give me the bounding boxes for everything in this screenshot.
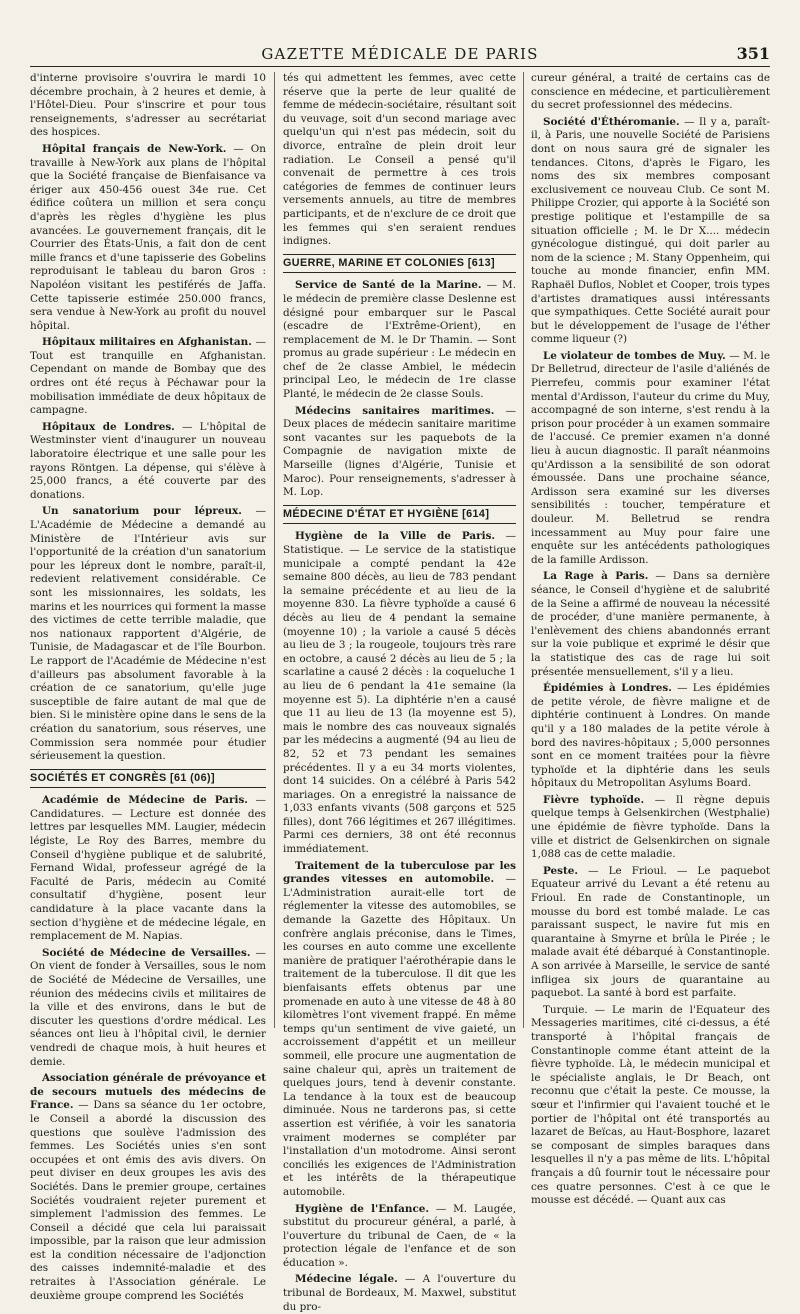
article-text: — Le Frioul. — Le paquebot Equateur arrivé du Levant a été retenu au Frioul. En rade de Constantinople, un mousse du bord est tombé malade. Le cas paraissant suspect, le navire fut mis en quarantaine à Smyrne et brûla le Pirée ; le malade avait été débarqué à Constantinople. A son arrivée à Marseille, le service de santé infligea six jours de quarantaine au paquebot. La santé à bord est parfaite. bbox=[531, 864, 771, 1000]
article-headline: Le violateur de tombes de Muy. bbox=[543, 349, 726, 362]
article-text: cureur général, a traité de certains cas de conscience en médecine, et particulièrement du secret professionnel des médecins. bbox=[531, 72, 770, 112]
running-header bbox=[30, 40, 770, 67]
article-headline: Fièvre typhoïde. bbox=[543, 793, 645, 806]
article-text: — On travaille à New-York aux plans de l'hôpital que la Société française de Bienfaisance va ériger aux 450-456 ouest 34e rue. Cet édifice coûtera un million et sera conçu d'après les règles d'hygiène les plus avancées. Le gouvernement français, dit le Courrier des États-Unis, a fait don de cent mille francs et d'une tapisserie des Gobelins reproduisant le tableau du baron Gros : Napoléon visitant les pestiférés de Jaffa. Cette tapisserie estimée 250.000 francs, sera vendue à New-York au profit du nouvel hôpital. bbox=[30, 142, 266, 332]
article-paragraph bbox=[30, 143, 266, 333]
article-text: Turquie. — Le marin de l'Equateur des Messageries maritimes, cité ci-dessus, a été transporté à l'hôpital français de Constantinople comme étant atteint de la fièvre typhoïde. Là, le médecin municipal et le spécialiste anglais, le Dr Beach, ont reconnu que c'était la peste. Ce mousse, la sœur et l'infirmier qui l'avaient touché et le portier de l'hôpital ont été transportés au lazaret de Beïcas, au Haut-Bosphore, lazaret se composant de simples baraques dans lesquelles il n'y a pas même de lits. L'hôpital français a dû fournir tout le nécessaire pour ces quatre personnes. C'est à ce que le mousse est décédé. — Quant aux cas bbox=[531, 1003, 770, 1207]
article-headline: Traitement de la tuberculose par les grandes vitesses en automobile. bbox=[283, 859, 516, 886]
article-paragraph bbox=[531, 116, 770, 347]
article-text: — Tout est tranquille en Afghanistan. Cependant on mande de Bombay que des ordres ont été reçus à Péchawar pour la mobilisation immédiate de deux hôpitaux de campagne. bbox=[30, 336, 266, 417]
article-paragraph bbox=[531, 350, 770, 568]
article-text: — Deux places de médecin sanitaire maritime sont vacantes sur les paquebots de la Compagnie de navigation mixte de Marseille (lignes d'Algérie, Tunisie et Maroc). Pour renseignements, s'adresser à M. Lop. bbox=[283, 404, 516, 499]
article-paragraph bbox=[30, 421, 266, 503]
column-middle bbox=[283, 72, 516, 1313]
article-headline: Service de Santé de la Marine. bbox=[295, 279, 482, 292]
article-text: — A l'ouverture du tribunal de Bordeaux, M. Maxwel, substitut du pro- bbox=[283, 1273, 516, 1313]
article-headline: Un sanatorium pour lépreux. bbox=[42, 505, 242, 518]
section-heading: GUERRE, MARINE ET COLONIES [613] bbox=[283, 254, 516, 274]
article-paragraph bbox=[30, 1072, 266, 1303]
article-paragraph bbox=[283, 530, 516, 856]
article-paragraph bbox=[30, 947, 266, 1069]
article-text: — On vient de fonder à Versailles, sous le nom de Société de Médecine de Versailles, une réunion des médecins civils et militaires de la ville et des environs, dans le but de discuter les questions d'ordre médical. Les séances ont lieu à l'hôpital civil, le dernier vendredi de chaque mois, à huit heures et demie. bbox=[30, 946, 266, 1068]
article-headline: Hôpitaux de Londres. bbox=[42, 420, 175, 433]
article-headline: Association générale de prévoyance et de secours mutuels des médecins de France. bbox=[30, 1072, 266, 1112]
article-paragraph bbox=[531, 72, 770, 113]
article-paragraph bbox=[30, 505, 266, 763]
article-headline: Hygiène de l'Enfance. bbox=[295, 1202, 430, 1215]
article-text: d'interne provisoire s'ouvrira le mardi 10 décembre prochain, à 2 heures et demie, à l'Hôtel-Dieu. Pour s'inscrire et pour tous renseignements, s'adresser au secrétariat des hospices. bbox=[30, 72, 266, 139]
article-text: — Dans sa dernière séance, le Conseil d'hygiène et de salubrité de la Seine a affirmé de nouveau la nécessité de procéder, d'une manière permanente, à l'enlèvement des chiens abandonnés errant sur la voie publique et exprimé le désir que la statistique des cas de rage lui soit présentée mensuellement, s'il y a lieu. bbox=[531, 570, 770, 678]
article-headline: Société de Médecine de Versailles. bbox=[42, 946, 251, 959]
page-number: 351 bbox=[736, 44, 770, 63]
journal-title: GAZETTE MÉDICALE DE PARIS bbox=[261, 45, 539, 63]
article-text: — M. Laugée, substitut du procureur général, a parlé, à l'ouverture du tribunal de Caen, de « la protection légale de l'enfance et de son éducation ». bbox=[283, 1202, 516, 1269]
article-text: — Les épidémies de petite vérole, de fièvre maligne et de diphtérie continuent à Londres. On mande qu'il y a 180 malades de la petite vérole à bord des navires-hôpitaux ; 5,000 personnes sont en ce moment traitées pour la fièvre typhoïde et la diphtérie dans les seuls hôpitaux du Metropolitan Asylums Board. bbox=[531, 682, 770, 790]
article-text: — Il y a, paraît-il, à Paris, une nouvelle Société de Parisiens dont on nous saura gré de signaler les tendances. Citons, d'après le Figaro, les noms des six membres composant exclusivement ce nouveau Club. Ce sont M. Philippe Crozier, qui apporte à la Société son prestige politique et l'estampille de sa situation officielle ; M. le Dr X.... médecin gynécologue distingué, qui doit parler au nom de la science ; M. Stany Oppenheim, qui touche au monde financier, enfin MM. Raphaël Duflos, Noblet et Cooper, trois types d'artistes dramatiques aussi intéressants que sympathiques. Cette Société aurait pour but le développement de l'usage de l'éther comme liqueur (?) bbox=[531, 115, 771, 346]
article-paragraph bbox=[283, 72, 516, 249]
article-headline: La Rage à Paris. bbox=[543, 570, 649, 583]
article-paragraph bbox=[531, 1004, 770, 1208]
column-right bbox=[531, 72, 771, 1207]
article-text: — Candidatures. — Lecture est donnée des lettres par lesquelles MM. Laugier, médecin légiste, Le Roy des Barres, membre du Conseil d'hygiène publique et de salubrité, Fernand Widal, professeur agrégé de la Faculté de Paris, médecin au Comité consultatif d'hygiène, posent leur candidature à la place vacante dans la section d'hygiène et de médecine légale, en remplacement de M. Napias. bbox=[30, 794, 266, 943]
article-paragraph bbox=[531, 865, 770, 1001]
article-text: — L'Administration aurait-elle tort de réglementer la vitesse des automobiles, se demande la Gazette des Hôpitaux. Un confrère anglais préconise, dans le Times, les courses en auto comme une excellente manière de pratiquer l'aérothérapie dans le traitement de la tuberculose. Il dit que les bienfaisants effets obtenus par une promenade en auto à une vitesse de 48 à 80 kilomètres l'ont vivement frappé. En même temps qu'un sentiment de vive gaieté, un accroissement d'appétit et un meilleur sommeil, elle procure une augmentation de saine chaleur qui, après un traitement de quelques jours, tend à devenir constante. La tendance à la toux est de beaucoup diminuée. Nous ne tarderons pas, si cette assertion est vérifiée, à voir les sanatoria vraiment modernes se compléter par l'installation d'un motodrome. Ainsi seront conciliés les exigences de l'Administration et les intérêts de la thérapeutique automobile. bbox=[283, 873, 516, 1198]
column-rule bbox=[523, 72, 524, 1028]
article-headline: Médecine légale. bbox=[295, 1273, 398, 1286]
article-paragraph bbox=[283, 1203, 516, 1271]
article-paragraph bbox=[531, 794, 770, 862]
article-text: — M. le Dr Belletrud, directeur de l'asile d'aliénés de Pierrefeu, commis pour examiner l'état mental d'Ardisson, l'auteur du crime du Muy, accompagné de son interne, s'est rendu à la prison pour procéder à un examen sommaire de l'accusé. Ce premier examen n'a donné lieu à aucun diagnostic. Il paraît néanmoins qu'Ardisson a la sensibilité de son odorat émoussée. Dans une prochaine séance, Ardisson sera examiné sur les diverses sensibilités : toucher, température et douleur. M. Belletrud se rendra incessamment au Muy pour faire une enquête sur les antécédents pathologiques de la famille Ardisson. bbox=[531, 349, 770, 566]
article-headline: Peste. bbox=[543, 864, 579, 877]
column-left bbox=[30, 72, 266, 1302]
article-paragraph bbox=[283, 405, 516, 500]
article-text: — M. le médecin de première classe Deslenne est désigné pour embarquer sur le Pascal (escadre de l'Extrême-Orient), en remplacement de M. le Dr Thamin. — Sont promus au grade supérieur : Le médecin en chef de 2e classe Ambiel, le médecin principal Leo, le médecin de 1re classe Planté, le médecin de 2e classe Souls. bbox=[283, 279, 516, 401]
section-heading: MÉDECINE D'ÉTAT ET HYGIÈNE [614] bbox=[283, 505, 516, 525]
article-paragraph bbox=[30, 72, 266, 140]
article-text: — Dans sa séance du 1er octobre, le Conseil a abordé la discussion des questions que soulève l'admission des femmes. Les Sociétés unies s'en sont occupées et ont émis des avis divers. On peut diviser en deux groupes les avis des Sociétés. Dans le premier groupe, certaines Sociétés voudraient rejeter purement et simplement l'admission des femmes. Le Conseil a décidé que cela lui paraissait impossible, par la raison que leur admission est la condition nécessaire de l'adjonction des caisses indemnité-maladie et des retraites à l'Association générale. Le deuxième groupe comprend les Sociétés bbox=[30, 1099, 266, 1302]
article-paragraph bbox=[531, 570, 770, 679]
article-headline: Société d'Éthéromanie. bbox=[543, 115, 680, 128]
article-headline: Hygiène de la Ville de Paris. bbox=[295, 530, 496, 543]
article-headline: Académie de Médecine de Paris. bbox=[42, 794, 248, 807]
article-text: — L'Académie de Médecine a demandé au Ministère de l'Intérieur avis sur l'opportunité de la création d'un sanatorium pour les lépreux dont le nombre, paraît-il, redevient relativement considérable. Ce sont les missionnaires, les soldats, les marins et les nourrices qui forment la masse des victimes de cette terrible maladie, que nos nationaux rapportent d'Algérie, de Tunisie, de Madagascar et de l'île Bourbon. Le rapport de l'Académie de Médecine n'est d'ailleurs pas absolument favorable à la création de ce sanatorium, qu'elle juge susceptible de faire autant de mal que de bien. Si le ministère opine dans le sens de la création du sanatorium, sous réserves, une Commission sera nommée pour étudier sérieusement la question. bbox=[30, 505, 266, 763]
article-paragraph bbox=[283, 1273, 516, 1314]
article-text: — Il règne depuis quelque temps à Gelsenkirchen (Westphalie) une épidémie de fièvre typhoïde. Dans la ville et district de Gelsenkirchen on signale 1,088 cas de cette maladie. bbox=[531, 793, 770, 861]
article-headline: Hôpital français de New-York. bbox=[42, 142, 227, 155]
article-headline: Épidémies à Londres. bbox=[543, 682, 672, 695]
column-rule bbox=[274, 72, 275, 1028]
article-text: — Statistique. — Le service de la statistique municipale a compté pendant la 42e semaine 800 décès, au lieu de 783 pendant la semaine précédente et au lieu de la moyenne 830. La fièvre typhoïde a causé 6 décès au lieu de 4 pendant la semaine (moyenne 10) ; la variole a causé 5 décès au lieu de 3 ; la rougeole, toujours très rare en octobre, a causé 2 décès au lieu de 5 ; la scarlatine a causé 2 décès : la coqueluche 1 au lieu de 6 pendant la 41e semaine (la moyenne est 5). La diphtérie n'en a causé que 11 au lieu de 13 (la moyenne est 5), mais le nombre des cas nouveaux signalés par les médecins a augmenté (94 au lieu de 82, 52 et 73 pendant les semaines précédentes. Il y a eu 34 morts violentes, dont 14 suicides. On a célébré à Paris 542 mariages. On a enregistré la naissance de 1,033 enfants vivants (508 garçons et 525 filles), dont 766 légitimes et 267 illégitimes. Parmi ces derniers, 38 ont été reconnus immédiatement. bbox=[283, 530, 516, 856]
article-paragraph bbox=[30, 336, 266, 418]
article-text: — L'hôpital de Westminster vient d'inaugurer un nouveau laboratoire électrique et une salle pour les rayons Röntgen. La dépense, qui s'élève à 25,000 francs, a été couverte par des donations. bbox=[30, 420, 266, 501]
article-headline: Médecins sanitaires maritimes. bbox=[295, 404, 495, 417]
article-paragraph bbox=[283, 860, 516, 1200]
article-paragraph bbox=[531, 682, 770, 791]
article-headline: Hôpitaux militaires en Afghanistan. bbox=[42, 336, 252, 349]
article-paragraph bbox=[30, 794, 266, 944]
section-heading: SOCIÉTÉS ET CONGRÈS [61 (06)] bbox=[30, 769, 266, 789]
article-paragraph bbox=[283, 279, 516, 401]
article-text: tés qui admettent les femmes, avec cette réserve que la perte de leur qualité de femme de médecin-sociétaire, résultant soit du veuvage, soit d'un second mariage avec quelqu'un qui n'est pas médecin, soit du divorce, entraîne de plein droit leur radiation. Le Conseil a pensé qu'il convenait de permettre à ces trois catégories de femmes de continuer leurs versements annuels, au titre de membres participants, et de n'exclure de ce droit que les femmes qui s'en seraient rendues indignes. bbox=[283, 72, 516, 248]
